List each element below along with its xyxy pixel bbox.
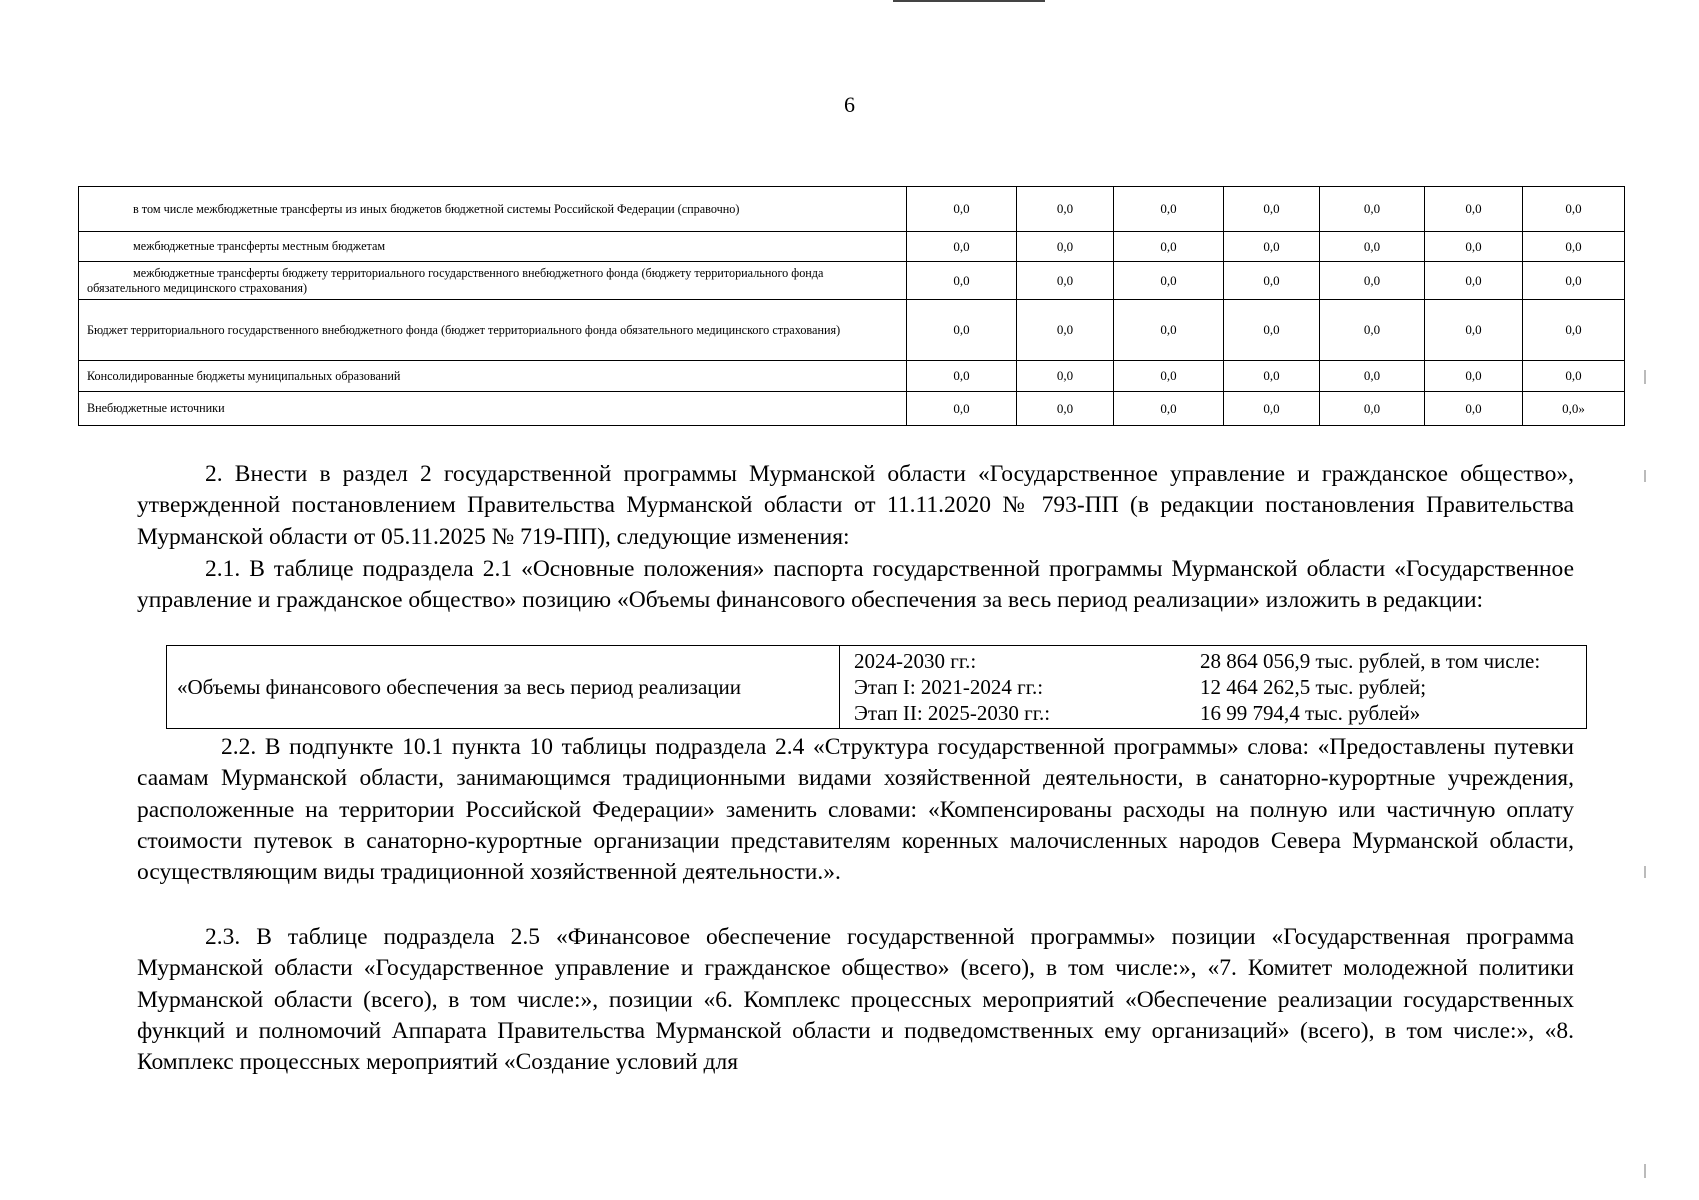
cell-value: 0,0 [1224,392,1320,426]
finance-table [78,186,1625,426]
row-label: межбюджетные трансферты местным бюджетам [79,232,907,262]
cell-value: 0,0 [907,300,1017,361]
paragraph-2-1: 2.1. В таблице подраздела 2.1 «Основные положения» паспорта государственной программы Мурманской области «Государственное управление и гражданское общество» позицию «Объемы финансового обеспечения за весь период реализации» изложить в редакции: [137,556,1574,614]
period: 2024-2030 гг.: [854,649,977,673]
list-item [840,700,1586,726]
table-row [79,300,1625,361]
paragraph-2-2: 2.2. В подпункте 10.1 пункта 10 таблицы подраздела 2.4 «Структура государственной программы» слова: «Предоставлены путевки саамам Мурманской области, занимающимся традиционными видами хозяйственной деятельности, в санаторно-курортные учреждения, расположенные на территории Российской Федерации» заменить словами: «Компенсированы расходы на полную или частичную оплату стоимости путевок в санаторно-курортные организации представителям коренных малочисленных народов Севера Мурманской области, осуществляющим виды традиционной хозяйственной деятельности.». [137,734,1574,886]
volumes-label: «Объемы финансового обеспечения за весь период реализации [167,646,840,729]
cell-value: 0,0 [1224,232,1320,262]
cell-value: 0,0 [1017,262,1114,300]
scan-edge-mark [1644,1164,1646,1178]
cell-value: 0,0 [1114,262,1224,300]
cell-value: 0,0 [1114,300,1224,361]
row-label: Бюджет территориального государственного внебюджетного фонда (бюджет территориального фонда обязательного медицинского страхования) [79,300,907,361]
cell-value: 0,0 [1320,232,1425,262]
cell-value: 0,0 [1017,300,1114,361]
table-row [79,361,1625,392]
cell-value: 0,0 [1017,392,1114,426]
cell-value: 0,0 [1320,392,1425,426]
cell-value: 0,0 [1114,361,1224,392]
volumes-values [840,646,1587,729]
row-label: Внебюджетные источники [79,392,907,426]
cell-value: 0,0 [907,232,1017,262]
cell-value: 0,0 [907,361,1017,392]
amount: 16 99 794,4 тыс. рублей» [1200,701,1421,725]
scan-top-mark [893,0,1045,2]
cell-value: 0,0 [1114,187,1224,232]
cell-value: 0,0» [1523,392,1625,426]
cell-value: 0,0 [1425,392,1523,426]
row-label: Консолидированные бюджеты муниципальных образований [79,361,907,392]
cell-value: 0,0 [1523,300,1625,361]
cell-value: 0,0 [1224,300,1320,361]
row-label: межбюджетные трансферты бюджету территориального государственного внебюджетного фонда (бюджету территориального фонда обязательного медицинского страхования) [79,262,907,300]
cell-value: 0,0 [1523,232,1625,262]
list-item [840,674,1586,700]
cell-value: 0,0 [1017,232,1114,262]
row-label: в том числе межбюджетные трансферты из иных бюджетов бюджетной системы Российской Федерации (справочно) [79,187,907,232]
cell-value: 0,0 [1425,232,1523,262]
table-row [167,646,1587,729]
cell-value: 0,0 [907,262,1017,300]
cell-value: 0,0 [907,392,1017,426]
cell-value: 0,0 [1425,187,1523,232]
table-row [79,187,1625,232]
table-row [79,262,1625,300]
cell-value: 0,0 [1017,187,1114,232]
cell-value: 0,0 [1523,361,1625,392]
amount: 28 864 056,9 тыс. рублей, в том числе: [1200,649,1541,673]
cell-value: 0,0 [1017,361,1114,392]
page-number: 6 [844,92,855,117]
funding-volumes-table [166,645,1587,729]
cell-value: 0,0 [1320,262,1425,300]
list-item [840,648,1586,674]
cell-value: 0,0 [1114,232,1224,262]
period: Этап I: 2021-2024 гг.: [854,675,1044,699]
cell-value: 0,0 [1224,262,1320,300]
scan-edge-mark [1644,370,1646,384]
table-row [79,232,1625,262]
cell-value: 0,0 [1425,361,1523,392]
cell-value: 0,0 [1114,392,1224,426]
cell-value: 0,0 [907,187,1017,232]
cell-value: 0,0 [1425,300,1523,361]
amount: 12 464 262,5 тыс. рублей; [1200,675,1427,699]
cell-value: 0,0 [1523,187,1625,232]
scan-edge-mark [1644,470,1646,482]
cell-value: 0,0 [1320,361,1425,392]
cell-value: 0,0 [1224,187,1320,232]
table-row [79,392,1625,426]
cell-value: 0,0 [1320,187,1425,232]
period: Этап II: 2025-2030 гг.: [854,701,1051,725]
paragraph-2: 2. Внести в раздел 2 государственной программы Мурманской области «Государственное управление и гражданское общество», утвержденной постановлением Правительства Мурманской области от 11.11.2020 № 793-ПП (в редакции постановления Правительства Мурманской области от 05.11.2025 № 719-ПП), следующие изменения: [137,461,1574,550]
cell-value: 0,0 [1224,361,1320,392]
cell-value: 0,0 [1523,262,1625,300]
cell-value: 0,0 [1425,262,1523,300]
scan-edge-mark [1644,866,1646,878]
cell-value: 0,0 [1320,300,1425,361]
paragraph-2-3: 2.3. В таблице подраздела 2.5 «Финансовое обеспечение государственной программы» позиции «Государственная программа Мурманской области «Государственное управление и гражданское общество» (всего), в том числе:», «7. Комитет молодежной политики Мурманской области (всего), в том числе:», позиции «6. Комплекс процессных мероприятий «Обеспечение реализации государственных функций и полномочий Аппарата Правительства Мурманской области и подведомственных ему организаций» (всего), в том числе:», «8. Комплекс процессных мероприятий «Создание условий для [137,924,1574,1076]
